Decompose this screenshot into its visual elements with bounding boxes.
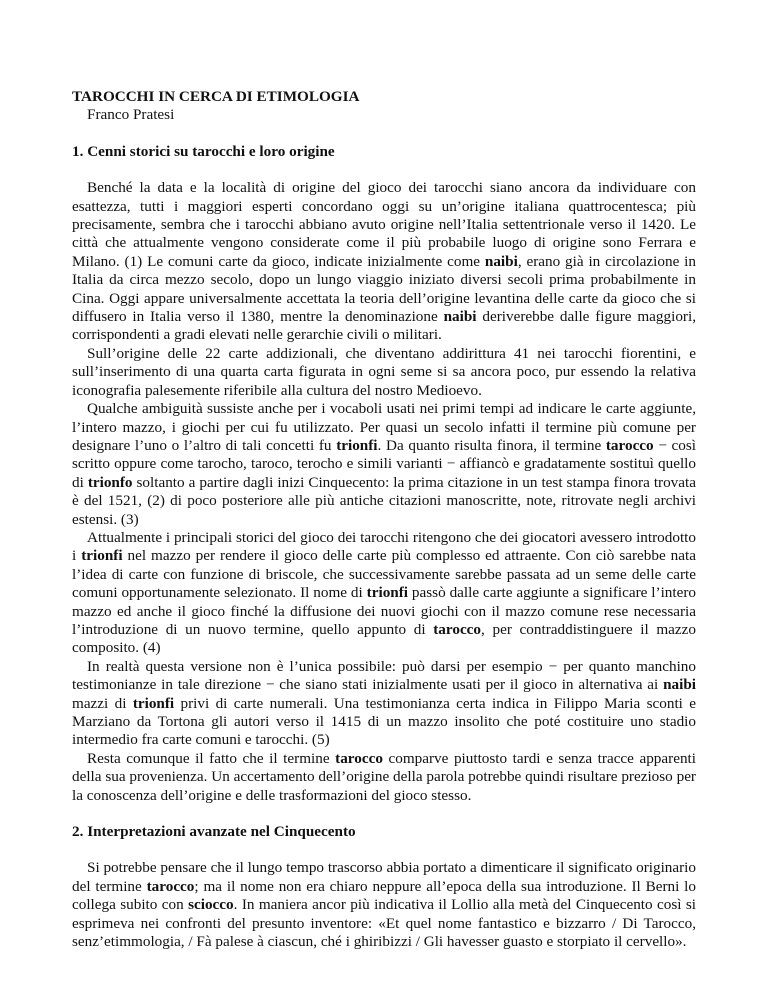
text-run: Benché la data e la località di origine del gioco dei tarocchi siano ancora da individuare con esattezza, tutti i maggiori esperti concordano oggi su un’origine italiana quattrocentesca; più precisamente, sembra che i tarocchi abbiano avuto origine nell’Italia settentrionale verso il 1420. Le città che attualmente vengono considerate come il più probabile luogo di origine sono Ferrara e Milano. (1) Le comuni carte da gioco, indicate inizialmente come — [72, 179, 696, 270]
bold-term: trionfo — [87, 473, 133, 491]
text-run: comparve piuttosto tardi e senza tracce apparenti della sua provenienza. Un accertamento dell’origine della parola potrebbe quindi risultare prezioso per la conoscenza dell’origine e delle trasformazioni del gioco stesso. — [72, 749, 696, 804]
bold-term: trionfi — [336, 436, 378, 454]
text-run: deriverebbe dalle figure maggiori, corrispondenti a gradi elevati nelle gerarchie civili o militari. — [72, 308, 696, 344]
text-run: Attualmente i principali storici del gioco dei tarocchi ritengono che dei giocatori avessero introdotto i — [72, 528, 696, 565]
text-run: Sull’origine delle 22 carte addizionali, che diventano addirittura 41 nei tarocchi fiorentini, e sull’inserimento di una quarta carta figurata in ogni seme si sa ancora poco, pur essendo la relativa iconografia palesemente riferibile alla cultura del nostro Medioevo. — [72, 344, 696, 399]
bold-term: naibi — [663, 676, 696, 694]
section-1-body — [72, 179, 696, 805]
text-run: privi di carte numerali. Una testimonianza certa indica in Filippo Maria sconti e Marziano da Tortona gli autori verso il 1415 di un mazzo insolito che poté costituire uno stadio intermedio fra carte comuni e tarocchi. (5) — [72, 694, 696, 749]
bold-term: trionfi — [132, 694, 175, 712]
paragraph — [72, 529, 696, 658]
document-author: Franco Pratesi — [87, 106, 175, 124]
text-run: soltanto a partire dagli inizi Cinquecento: la prima citazione in un test stampa finora trovata è del 1521, (2) di poco posteriore alle più antiche citazioni manoscritte, note, ritrovate negli archivi estensi. (3) — [72, 473, 696, 528]
text-run: , erano già in circolazione in Italia da circa mezzo secolo, dopo un lungo viaggio iniziato diversi secoli prima probabilmente in Cina. Oggi appare universalmente accettata la teoria dell’origine levantina delle carte da gioco che si diffusero in Italia verso il 1380, mentre la denominazione — [72, 252, 696, 326]
document-page — [72, 88, 696, 951]
paragraph — [72, 179, 696, 345]
paragraph — [72, 750, 696, 805]
text-run: passò dalle carte aggiunte a significare l’intero mazzo ed anche il gioco finché la diffusione dei nuovi giochi con il mazzo comune rese necessaria l’introduzione di un nuovo termine, quello appunto di — [72, 584, 696, 638]
bold-term: tarocco — [605, 436, 654, 454]
text-run: Qualche ambiguità sussiste anche per i vocaboli usati nei primi tempi ad indicare le carte aggiunte, l’intero mazzo, i giochi per cui fu utilizzato. Per quasi un secolo infatti il termine più comune per designare l’uno o l’altro di tali concetti fu — [72, 400, 696, 454]
text-run: nel mazzo per rendere il gioco delle carte più complesso ed attraente. Con ciò sarebbe nata l’idea di carte con funzione di briscole, che successivamente sarebbe passata ad un seme delle carte comuni opportunamente selezionato. Il nome di — [72, 547, 696, 602]
bold-term: trionfi — [81, 547, 123, 565]
document-title: TAROCCHI IN CERCA DI ETIMOLOGIA — [72, 88, 360, 105]
bold-term: naibi — [443, 308, 477, 326]
bold-term: tarocco — [335, 749, 383, 767]
paragraph — [72, 400, 696, 529]
bold-term: sciocco — [188, 896, 234, 914]
paragraph — [72, 859, 696, 951]
text-run: Resta comunque il fatto che il termine — [87, 749, 336, 767]
bold-term: naibi — [484, 252, 518, 270]
bold-term: tarocco — [433, 620, 482, 638]
text-run: . In maniera ancor più indicativa il Lollio alla metà del Cinquecento così si esprimeva nei confronti del presunto inventore: «Et quel nome fantastico e bizzarro / Di Tarocco, senz’etimmologia, / Fà palese à ciascun, ché i ghiribizzi / Gli havesser guasto e storpiato il cervello». — [72, 896, 696, 951]
paragraph — [72, 345, 696, 400]
text-run: ; ma il nome non era chiaro neppure all’epoca della sua introduzione. Il Berni lo collega subito con — [72, 877, 696, 914]
bold-term: trionfi — [366, 584, 409, 602]
text-run: . Da quanto risulta finora, il termine — [377, 436, 606, 454]
text-run: Si potrebbe pensare che il lungo tempo trascorso abbia portato a dimenticare il significato originario del termine — [72, 859, 696, 895]
text-run: mazzi di — [72, 694, 133, 712]
text-run: , per contraddistinguere il mazzo composito. (4) — [72, 620, 696, 657]
section-2-body — [72, 859, 696, 951]
section-2-heading: 2. Interpretazioni avanzate nel Cinquecento — [72, 823, 356, 841]
bold-term: tarocco — [146, 877, 195, 895]
text-run: In realtà questa versione non è l’unica possibile: può darsi per esempio − per quanto manchino testimonianze in tale direzione − che siano stati inizialmente usati per il gioco in alternativa ai — [72, 657, 696, 694]
text-run: − così scritto oppure come tarocho, taroco, terocho e simili varianti − affiancò e gradatamente sostituì quello di — [72, 436, 697, 491]
paragraph — [72, 658, 696, 750]
section-1-heading: 1. Cenni storici su tarocchi e loro origine — [72, 142, 335, 160]
